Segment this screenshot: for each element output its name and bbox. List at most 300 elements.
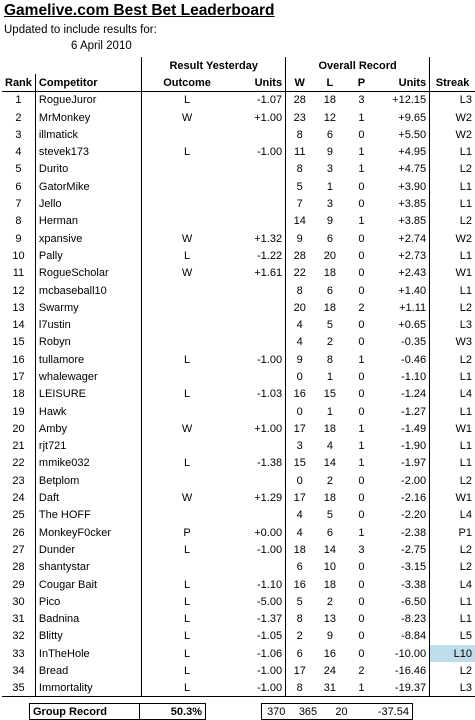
column-header-units-yesterday: Units [232, 74, 286, 91]
outcome-cell: W [181, 111, 193, 124]
units-yesterday-cell: +1.00 [232, 109, 286, 126]
losses-cell: 15 [323, 388, 337, 401]
wins-cell: 6 [296, 561, 303, 574]
table-row [2, 576, 475, 593]
outcome-cell: L [184, 613, 191, 626]
outcome-cell: L [184, 665, 191, 678]
streak-cell: L3 [459, 319, 472, 332]
outcome-cell: W [181, 422, 193, 435]
units-overall-cell: -1.10 [376, 368, 429, 385]
column-header-rank: Rank [2, 74, 35, 91]
competitor-name: Hawk [35, 403, 141, 420]
table-row [2, 645, 475, 662]
losses-cell: 16 [323, 647, 337, 660]
outcome-cell: W [181, 232, 193, 245]
losses-cell: 4 [326, 440, 333, 453]
competitor-name: Robyn [35, 334, 141, 351]
wins-cell: 4 [296, 526, 303, 539]
rank-cell: 7 [2, 195, 35, 212]
competitor-name: MonkeyF0cker [35, 524, 141, 541]
units-overall-cell: -8.23 [376, 611, 429, 628]
wins-cell: 8 [296, 163, 303, 176]
outcome-cell [142, 507, 232, 524]
streak-cell: L1 [459, 405, 472, 418]
units-overall-cell: +5.50 [376, 126, 429, 143]
group-record-units: -37.54 [358, 704, 413, 720]
pushes-cell: 1 [358, 422, 365, 435]
pushes-cell: 1 [358, 526, 365, 539]
table-row [2, 455, 475, 472]
units-yesterday-cell [232, 213, 286, 230]
units-yesterday-cell: -1.00 [232, 541, 286, 558]
wins-cell: 17 [293, 492, 306, 505]
losses-cell: 5 [326, 319, 333, 332]
pushes-cell: 0 [358, 474, 365, 487]
table-row [2, 109, 475, 126]
wins-cell: 28 [293, 249, 306, 262]
streak-cell: L1 [459, 249, 472, 262]
competitor-name: Swarmy [35, 299, 141, 316]
table-row [2, 213, 475, 230]
outcome-cell [142, 334, 232, 351]
wins-cell: 17 [293, 422, 306, 435]
units-yesterday-cell: -1.37 [232, 611, 286, 628]
units-overall-cell: -2.20 [376, 507, 429, 524]
wins-cell: 0 [296, 405, 303, 418]
table-row [2, 265, 475, 282]
competitor-name: RogueJuror [35, 92, 141, 109]
outcome-cell: L [184, 578, 191, 591]
pushes-cell: 0 [358, 388, 365, 401]
competitor-name: Amby [35, 420, 141, 437]
outcome-cell [142, 559, 232, 576]
streak-cell: L1 [459, 180, 472, 193]
units-yesterday-cell: -1.06 [232, 645, 286, 662]
units-overall-cell: -3.38 [376, 576, 429, 593]
competitor-name: LEISURE [35, 386, 141, 403]
rank-cell: 23 [2, 472, 35, 489]
rank-cell: 31 [2, 611, 35, 628]
outcome-cell: L [184, 146, 191, 159]
units-yesterday-cell: -5.00 [232, 593, 286, 610]
outcome-cell: L [184, 94, 191, 107]
table-row [2, 282, 475, 299]
rank-cell: 20 [2, 420, 35, 437]
pushes-cell: 0 [358, 180, 365, 193]
competitor-name: RogueScholar [35, 265, 141, 282]
competitor-name: Blitty [35, 628, 141, 645]
rank-cell: 19 [2, 403, 35, 420]
units-yesterday-cell [232, 299, 286, 316]
wins-cell: 0 [296, 474, 303, 487]
rank-cell: 2 [2, 109, 35, 126]
units-yesterday-cell: -1.10 [232, 576, 286, 593]
wins-cell: 18 [293, 543, 306, 556]
units-overall-cell: +0.65 [376, 316, 429, 333]
pushes-cell: 0 [358, 613, 365, 626]
group-record-wins: 370 [262, 704, 291, 720]
rank-cell: 26 [2, 524, 35, 541]
rank-cell: 9 [2, 230, 35, 247]
update-date: 6 April 2010 [71, 40, 132, 52]
losses-cell: 14 [323, 457, 337, 470]
losses-cell: 6 [326, 526, 333, 539]
pushes-cell: 1 [346, 680, 376, 697]
units-yesterday-cell: -1.00 [232, 351, 286, 368]
pushes-cell: 0 [358, 336, 365, 349]
streak-cell: L1 [459, 284, 472, 297]
pushes-cell: 0 [358, 509, 365, 522]
streak-cell: W1 [455, 492, 472, 505]
table-row [2, 507, 475, 524]
table-row [2, 126, 475, 143]
streak-cell: L2 [459, 561, 472, 574]
wins-cell: 8 [286, 680, 314, 697]
units-yesterday-cell: -1.03 [232, 386, 286, 403]
losses-cell: 13 [323, 613, 337, 626]
outcome-cell [142, 282, 232, 299]
outcome-cell: L [184, 595, 191, 608]
streak-cell: L1 [459, 440, 472, 453]
units-overall-cell: -1.24 [376, 386, 429, 403]
units-overall-cell: -2.38 [376, 524, 429, 541]
losses-cell: 9 [326, 146, 333, 159]
outcome-cell: P [183, 526, 191, 539]
losses-cell: 18 [323, 578, 337, 591]
rank-cell: 6 [2, 178, 35, 195]
outcome-cell: L [184, 630, 191, 643]
wins-cell: 16 [293, 388, 306, 401]
losses-cell: 6 [326, 284, 333, 297]
wins-cell: 0 [296, 370, 303, 383]
wins-cell: 14 [293, 215, 306, 228]
competitor-name: mmike032 [35, 455, 141, 472]
units-overall-cell: +12.15 [376, 92, 429, 109]
outcome-cell: L [184, 543, 191, 556]
losses-cell: 24 [323, 665, 337, 678]
units-overall-cell: -19.37 [376, 680, 429, 697]
streak-cell: L4 [459, 509, 472, 522]
units-yesterday-cell: -1.38 [232, 455, 286, 472]
pushes-cell: 0 [358, 492, 365, 505]
units-overall-cell: +2.43 [376, 265, 429, 282]
group-record-pushes: 20 [326, 704, 358, 720]
competitor-name: rjt721 [35, 438, 141, 455]
streak-cell: W3 [455, 336, 472, 349]
streak-cell: W2 [455, 232, 472, 245]
losses-cell: 6 [326, 232, 333, 245]
competitor-name: GatorMike [35, 178, 141, 195]
units-yesterday-cell: -1.00 [232, 143, 286, 160]
table-row [2, 178, 475, 195]
page-title: Gamelive.com Best Bet Leaderboard [4, 2, 275, 19]
wins-cell: 28 [293, 94, 306, 107]
rank-cell: 28 [2, 559, 35, 576]
streak-cell: W1 [455, 422, 472, 435]
wins-cell: 4 [296, 319, 303, 332]
outcome-cell: L [184, 647, 191, 660]
competitor-name: MrMonkey [35, 109, 141, 126]
pushes-cell: 0 [358, 647, 365, 660]
units-overall-cell: +2.73 [376, 247, 429, 264]
column-header-wins: W [286, 74, 314, 91]
streak-cell: L2 [459, 215, 472, 228]
wins-cell: 2 [296, 630, 303, 643]
losses-cell: 20 [323, 249, 337, 262]
units-overall-cell: -16.46 [376, 662, 429, 679]
units-overall-cell: -1.27 [376, 403, 429, 420]
units-overall-cell: +2.74 [376, 230, 429, 247]
streak-cell: L1 [459, 198, 472, 211]
losses-cell: 18 [323, 94, 337, 107]
outcome-cell: W [181, 492, 193, 505]
rank-cell: 1 [2, 92, 35, 109]
rank-cell: 13 [2, 299, 35, 316]
update-note: Updated to include results for: [4, 24, 157, 36]
pushes-cell: 2 [358, 301, 365, 314]
table-row [2, 680, 475, 697]
pushes-cell: 0 [358, 267, 365, 280]
table-row [2, 662, 475, 679]
units-overall-cell: +3.90 [376, 178, 429, 195]
table-row [2, 230, 475, 247]
units-overall-cell: -10.00 [376, 645, 429, 662]
outcome-cell: L [184, 457, 191, 470]
competitor-name: Bread [35, 662, 141, 679]
competitor-name: tullamore [35, 351, 141, 368]
table-row [2, 195, 475, 212]
units-overall-cell: +1.11 [376, 299, 429, 316]
wins-cell: 8 [296, 613, 303, 626]
units-overall-cell: +4.75 [376, 161, 429, 178]
column-header-streak: Streak [430, 74, 475, 91]
rank-cell: 22 [2, 455, 35, 472]
outcome-cell [142, 126, 232, 143]
pushes-cell: 0 [358, 595, 365, 608]
table-row [2, 559, 475, 576]
group-record-losses: 365 [291, 704, 326, 720]
table-row [2, 143, 475, 160]
pushes-cell: 0 [358, 630, 365, 643]
pushes-cell: 1 [358, 353, 365, 366]
group-header-yesterday: Result Yesterday [142, 57, 286, 74]
streak-cell: L2 [459, 543, 472, 556]
pushes-cell: 0 [358, 128, 365, 141]
outcome-cell [142, 403, 232, 420]
table-row [2, 161, 475, 178]
units-overall-cell: +3.85 [376, 195, 429, 212]
pushes-cell: 1 [358, 215, 365, 228]
wins-cell: 5 [296, 595, 303, 608]
streak-cell: L4 [459, 578, 472, 591]
units-yesterday-cell: +1.61 [232, 265, 286, 282]
units-yesterday-cell: +0.00 [232, 524, 286, 541]
wins-cell: 5 [296, 180, 303, 193]
outcome-cell: L [184, 249, 191, 262]
competitor-name: whalewager [35, 368, 141, 385]
units-overall-cell: -2.75 [376, 541, 429, 558]
losses-cell: 3 [326, 163, 333, 176]
outcome-cell [142, 472, 232, 489]
units-yesterday-cell: -1.05 [232, 628, 286, 645]
group-record-label: Group Record [30, 704, 140, 720]
rank-cell: 10 [2, 247, 35, 264]
units-overall-cell: -8.84 [376, 628, 429, 645]
losses-cell: 14 [323, 543, 337, 556]
competitor-name: Pally [35, 247, 141, 264]
losses-cell: 2 [326, 336, 333, 349]
losses-cell: 18 [323, 492, 337, 505]
competitor-name: Daft [35, 489, 141, 506]
units-yesterday-cell [232, 195, 286, 212]
table-row [2, 438, 475, 455]
pushes-cell: 0 [358, 249, 365, 262]
pushes-cell: 3 [358, 543, 365, 556]
column-header-competitor: Competitor [35, 74, 141, 91]
streak-cell: L2 [459, 301, 472, 314]
competitor-name: Herman [35, 213, 141, 230]
column-header-units-overall: Units [376, 74, 429, 91]
table-row [2, 524, 475, 541]
wins-cell: 23 [293, 111, 306, 124]
wins-cell: 4 [296, 509, 303, 522]
units-yesterday-cell: +1.29 [232, 489, 286, 506]
streak-cell: L2 [459, 474, 472, 487]
streak-cell: L2 [459, 353, 472, 366]
rank-cell: 5 [2, 161, 35, 178]
rank-cell: 16 [2, 351, 35, 368]
outcome-cell [142, 299, 232, 316]
units-overall-cell: -1.97 [376, 455, 429, 472]
pushes-cell: 0 [358, 198, 365, 211]
units-overall-cell: +9.65 [376, 109, 429, 126]
wins-cell: 8 [296, 128, 303, 141]
table-row [2, 386, 475, 403]
table-row [2, 92, 475, 109]
competitor-name: Immortality [35, 680, 141, 697]
losses-cell: 18 [323, 267, 337, 280]
rank-cell: 33 [2, 645, 35, 662]
losses-cell: 5 [326, 509, 333, 522]
column-header-outcome: Outcome [142, 74, 232, 91]
rank-cell: 8 [2, 213, 35, 230]
pushes-cell: 1 [358, 163, 365, 176]
pushes-cell: 0 [358, 561, 365, 574]
rank-cell: 4 [2, 143, 35, 160]
units-overall-cell: -1.49 [376, 420, 429, 437]
competitor-name: Durito [35, 161, 141, 178]
wins-cell: 17 [293, 665, 306, 678]
wins-cell: 15 [293, 457, 306, 470]
wins-cell: 9 [296, 353, 303, 366]
units-yesterday-cell [232, 438, 286, 455]
units-overall-cell: -1.90 [376, 438, 429, 455]
pushes-cell: 1 [358, 440, 365, 453]
units-yesterday-cell [232, 559, 286, 576]
pushes-cell: 1 [358, 146, 365, 159]
streak-cell: L1 [459, 613, 472, 626]
wins-cell: 8 [296, 284, 303, 297]
pushes-cell: 0 [358, 405, 365, 418]
rank-cell: 15 [2, 334, 35, 351]
competitor-name: Badnina [35, 611, 141, 628]
pushes-cell: 0 [358, 232, 365, 245]
group-header-overall: Overall Record [286, 57, 430, 74]
units-overall-cell: -0.46 [376, 351, 429, 368]
rank-cell: 25 [2, 507, 35, 524]
table-row [2, 611, 475, 628]
wins-cell: 20 [293, 301, 306, 314]
units-yesterday-cell [232, 282, 286, 299]
competitor-name: Betplom [35, 472, 141, 489]
units-yesterday-cell [232, 334, 286, 351]
competitor-name: xpansive [35, 230, 141, 247]
units-yesterday-cell: -1.07 [232, 92, 286, 109]
table-row [2, 368, 475, 385]
rank-cell: 27 [2, 541, 35, 558]
pushes-cell: 0 [358, 319, 365, 332]
table-row [2, 541, 475, 558]
units-overall-cell: +4.95 [376, 143, 429, 160]
rank-cell: 12 [2, 282, 35, 299]
streak-cell: W1 [455, 267, 472, 280]
units-yesterday-cell [232, 126, 286, 143]
wins-cell: 4 [296, 336, 303, 349]
wins-cell: 11 [294, 146, 306, 159]
units-yesterday-cell: +1.00 [232, 420, 286, 437]
table-row [2, 316, 475, 333]
table-row [2, 472, 475, 489]
wins-cell: 3 [296, 440, 303, 453]
table-row [2, 593, 475, 610]
units-overall-cell: -2.00 [376, 472, 429, 489]
losses-cell: 1 [326, 405, 333, 418]
competitor-name: Dunder [35, 541, 141, 558]
outcome-cell [142, 213, 232, 230]
rank-cell: 11 [2, 265, 35, 282]
streak-cell: W2 [455, 111, 472, 124]
outcome-cell [142, 195, 232, 212]
losses-cell: 31 [313, 680, 346, 697]
units-overall-cell: -0.35 [376, 334, 429, 351]
outcome-cell [142, 438, 232, 455]
pushes-cell: 3 [358, 94, 365, 107]
competitor-name: The HOFF [35, 507, 141, 524]
wins-cell: 9 [296, 232, 303, 245]
competitor-name: Jello [35, 195, 141, 212]
table-row [2, 299, 475, 316]
units-overall-cell: -2.16 [376, 489, 429, 506]
losses-cell: 9 [326, 215, 333, 228]
pushes-cell: 1 [358, 111, 365, 124]
rank-cell: 29 [2, 576, 35, 593]
streak-cell: W2 [455, 128, 472, 141]
losses-cell: 1 [326, 370, 333, 383]
streak-cell: L5 [459, 630, 472, 643]
rank-cell: 3 [2, 126, 35, 143]
losses-cell: 10 [323, 561, 337, 574]
rank-cell: 32 [2, 628, 35, 645]
streak-cell: L3 [430, 680, 475, 697]
table-row [2, 334, 475, 351]
outcome-cell [142, 178, 232, 195]
units-yesterday-cell: -1.00 [232, 662, 286, 679]
pushes-cell: 1 [358, 457, 365, 470]
rank-cell: 30 [2, 593, 35, 610]
rank-cell: 18 [2, 386, 35, 403]
units-yesterday-cell: -1.22 [232, 247, 286, 264]
competitor-name: Cougar Bait [35, 576, 141, 593]
